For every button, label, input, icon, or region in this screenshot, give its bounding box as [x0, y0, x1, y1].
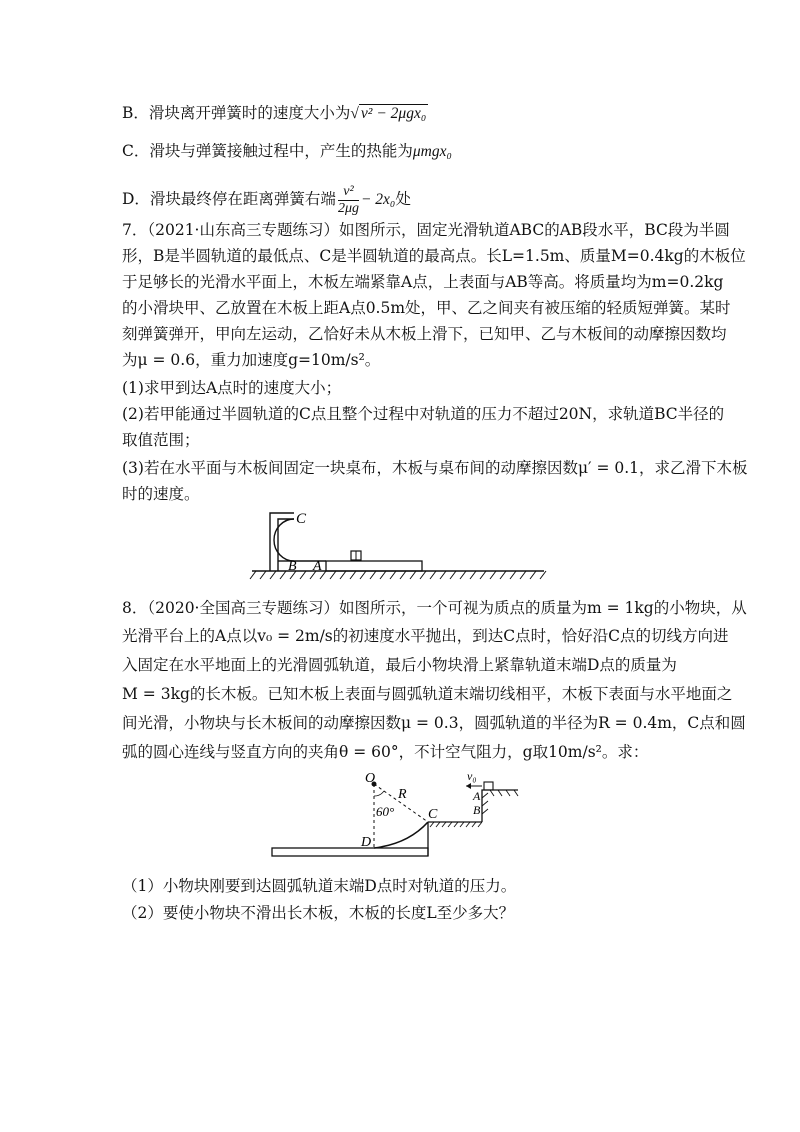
q8-line: 光滑平台上的A点以v₀ = 2m/s的初速度水平抛出，到达C点时，恰好沿C点的切线方向进 — [122, 627, 729, 645]
q8-block — [484, 782, 493, 790]
option-b-text: B．滑块离开弹簧时的速度大小为 — [122, 104, 351, 122]
q7-board — [326, 561, 422, 571]
q8-label-angle: 60° — [376, 804, 395, 819]
q7-sub-3: (3)若在水平面与木板间固定一块桌布，木板与桌布间的动摩擦因数μ′ = 0.1，求乙滑下木板 — [122, 459, 748, 477]
q8-line: 入固定在水平地面上的光滑圆弧轨道，最后小物块滑上紧靠轨道末端D点的质量为 — [122, 656, 677, 674]
q7-line: 于足够长的光滑水平面上，木板左端紧靠A点，上表面与AB等高。将质量均为m=0.2kg — [122, 273, 724, 291]
q7-sub-2-cont: 取值范围； — [122, 431, 200, 449]
q8-angle-arc — [374, 791, 384, 796]
q8-label-v0: v₀ — [467, 769, 477, 783]
option-d-formula: − 2x₀ — [360, 191, 396, 208]
q7-sub-2: (2)若甲能通过半圆轨道的C点且整个过程中对轨道的压力不超过20N，求轨道BC半径的 — [122, 405, 725, 423]
q8-label-b: B — [473, 803, 481, 817]
q7-line: 形，B是半圆轨道的最低点、C是半圆轨道的最高点。长L=1.5m、质量M=0.4kg的木板位 — [122, 247, 746, 265]
q7-line: 为μ = 0.6，重力加速度g=10m/s²。 — [122, 351, 381, 369]
option-c — [122, 141, 452, 162]
q8-board — [272, 848, 428, 856]
q8-platform — [482, 790, 518, 822]
q8-label-o: O — [365, 771, 376, 786]
q7-sub-3-cont: 时的速度。 — [122, 485, 200, 503]
q8-label-a: A — [473, 789, 481, 803]
q7-line: 7．（2021·山东高三专题练习）如图所示，固定光滑轨道ABC的AB段水平，BC段为半圆 — [122, 221, 730, 239]
q7-label-a: A — [313, 559, 322, 574]
q8-platform-hatch — [482, 790, 518, 814]
q8-sub-2: （2）要使小物块不滑出长木板，木板的长度L至少多大？ — [122, 904, 515, 922]
q7-line: 的小滑块甲、乙放置在木板上距A点0.5m处，甲、乙之间夹有被压缩的轻质短弹簧。某时 — [122, 299, 731, 317]
q8-line: 间光滑，小物块与长木板间的动摩擦因数μ = 0.3，圆弧轨道的半径为R = 0.4m，C点和圆 — [122, 714, 746, 732]
q8-line: 弧的圆心连线与竖直方向的夹角θ = 60°，不计空气阻力，g取10m/s²。求： — [122, 743, 649, 761]
q8-arrow-head — [466, 783, 471, 789]
q7-figure — [248, 505, 548, 585]
q8-figure — [268, 768, 528, 864]
q8-line: 8．（2020·全国高三专题练习）如图所示，一个可视为质点的质量为m = 1kg的小物块，从 — [122, 599, 747, 617]
q8-label-c: C — [428, 807, 438, 822]
q7-sub-1: (1)求甲到达A点时的速度大小； — [122, 379, 342, 397]
option-d-fraction: $\frac{\text{v²}}{2\mu g}$ — [337, 183, 359, 216]
q8-line: M = 3kg的长木板。已知木板上表面与圆弧轨道末端切线相平，木板下表面与水平地面之 — [122, 685, 733, 703]
q7-label-b: B — [288, 559, 297, 574]
q7-label-c: C — [296, 511, 307, 527]
q8-sub-1: （1）小物块刚要到达圆弧轨道末端D点时对轨道的压力。 — [122, 877, 517, 895]
option-d — [122, 181, 411, 218]
option-c-formula: μmgx₀ — [412, 143, 452, 160]
q8-label-d: D — [361, 835, 372, 850]
q8-arc-track — [374, 822, 428, 848]
q8-c-ground-hatch — [430, 822, 482, 827]
q7-line: 刻弹簧弹开，甲向左运动，乙恰好未从木板上滑下，已知甲、乙与木板间的动摩擦因数均 — [122, 325, 727, 343]
option-d-suffix: 处 — [395, 190, 411, 208]
q8-label-r: R — [398, 787, 407, 802]
option-b-formula: √ v² − 2μgx₀ — [350, 105, 427, 122]
option-c-text: C．滑块与弹簧接触过程中，产生的热能为 — [122, 142, 413, 160]
option-b — [122, 103, 428, 124]
option-d-text: D．滑块最终停在距离弹簧右端 — [122, 190, 336, 208]
